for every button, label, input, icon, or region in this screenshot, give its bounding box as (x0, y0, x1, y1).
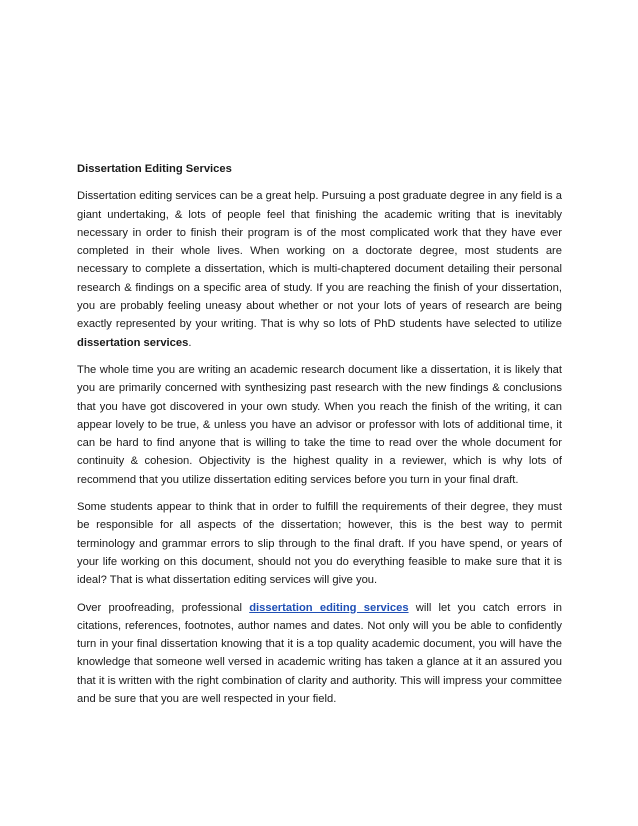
paragraph-4-rest: will let you catch errors in citations, references, footnotes, author names and dates. Not only will you be able to confidently turn in your final dissertation knowing that it is a top quality academic document, you will have the knowledge that someone well versed in academic writing has taken a glance at it an assured you that it is written with the right combination of clarity and authority. This will impress your committee and be sure that you are well respected in your field. (77, 601, 562, 706)
paragraph-1 (77, 187, 562, 352)
paragraph-4-start: Over proofreading, professional (77, 601, 250, 614)
paragraph-4 (77, 599, 562, 709)
document-page (77, 160, 562, 717)
dissertation-editing-services-link[interactable]: dissertation editing services (249, 601, 409, 614)
paragraph-2: The whole time you are writing an academic research document like a dissertation, it is likely that you are primarily concerned with synthesizing past research with the new findings & conclusions that you have got discovered in your own study. When you reach the finish of the writing, it can appear lovely to be true, & unless you have an advisor or professor with lots of additional time, it can be hard to find anyone that is willing to take the time to read over the whole document for continuity & cohesion. Objectivity is the highest quality in a reviewer, which is why lots of recommend that you utilize dissertation editing services before you turn in your final draft. (77, 363, 562, 486)
dissertation-services-bold: dissertation services (77, 336, 189, 349)
paragraph-3: Some students appear to think that in order to fulfill the requirements of their degree, they must be responsible for all aspects of the dissertation; however, this is the best way to permit terminology and grammar errors to slip through to the final draft. If you have spend, or years of your life working on this document, should not you do everything feasible to make sure that it is ideal? That is what dissertation editing services will give you. (77, 501, 562, 587)
paragraph-1-text: Dissertation editing services can be a great help. Pursuing a post graduate degree in any field is a giant undertaking, & lots of people feel that finishing the academic writing that is inevitably necessary in order to finish their program is of the most complicated work that they have ever completed in their whole lives. When working on a doctorate degree, most students are necessary to complete a dissertation, which is multi-chaptered document detailing their personal research & findings on a specific area of study. If you are reaching the finish of your dissertation, you are probably feeling uneasy about whether or not your lots of years of research are being exactly represented by your writing. That is why so lots of PhD students have selected to utilize (77, 190, 562, 331)
paragraph-1-end: . (188, 336, 192, 349)
document-title: Dissertation Editing Services (77, 163, 232, 175)
